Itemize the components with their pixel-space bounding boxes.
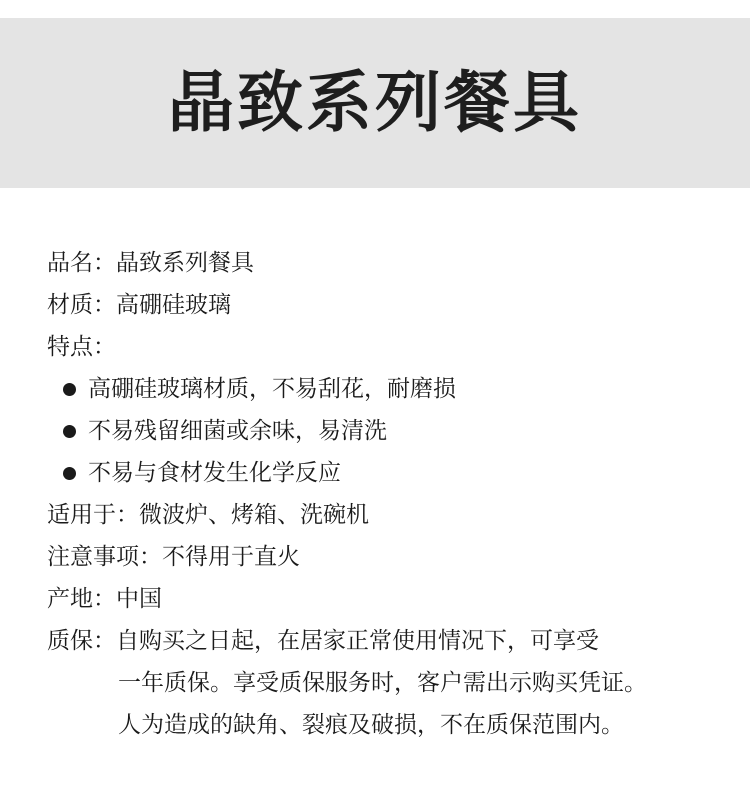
warranty-line: 自购买之日起，在居家正常使用情况下，可享受 [116, 628, 599, 654]
warranty-line: 人为造成的缺角、裂痕及破损，不在质保范围内。 [118, 712, 624, 738]
page-title: 晶致系列餐具 [168, 64, 582, 141]
spec-list [47, 242, 737, 746]
feature-text: 高硼硅玻璃材质，不易刮花，耐磨损 [88, 376, 456, 402]
feature-text: 不易残留细菌或余味，易清洗 [88, 418, 387, 444]
applicable-row: 适用于：微波炉、烤箱、洗碗机 [47, 502, 369, 528]
origin-row: 产地：中国 [47, 586, 162, 612]
caution-row: 注意事项：不得用于直火 [47, 544, 300, 570]
feature-item [47, 368, 737, 410]
bullet-icon [63, 383, 76, 396]
warranty-label: 质保： [47, 628, 116, 654]
feature-text: 不易与食材发生化学反应 [88, 460, 341, 486]
bullet-icon [63, 467, 76, 480]
features-label: 特点： [47, 334, 116, 360]
warranty-line: 一年质保。享受质保服务时，客户需出示购买凭证。 [118, 670, 647, 696]
features-list [47, 368, 737, 494]
warranty-row [47, 620, 737, 746]
feature-item [47, 410, 737, 452]
bullet-icon [63, 425, 76, 438]
title-banner [0, 18, 750, 188]
warranty-text [116, 620, 647, 746]
feature-item [47, 452, 737, 494]
material-row: 材质：高硼硅玻璃 [47, 292, 231, 318]
product-name-row: 品名：晶致系列餐具 [47, 250, 254, 276]
